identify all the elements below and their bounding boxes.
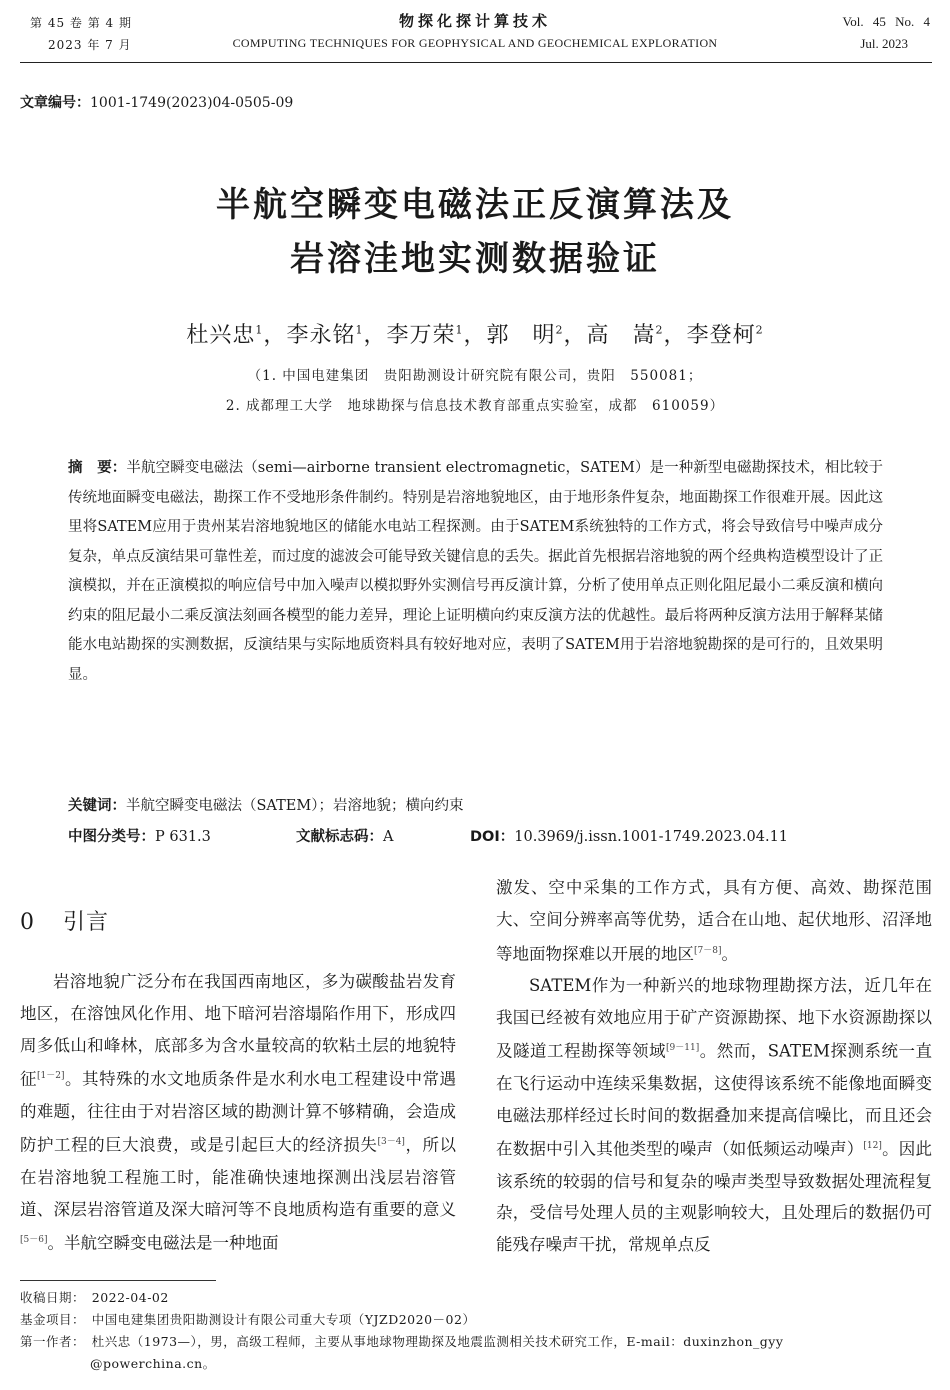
clc-value: P 631.3 xyxy=(155,829,211,845)
volume-issue-cn: 第 45 卷 第 4 期 xyxy=(30,16,132,30)
citation: [3－4] xyxy=(377,1137,405,1148)
author-affiliation-mark: 2 xyxy=(655,323,664,337)
author-affiliation-mark: 2 xyxy=(755,323,764,337)
abstract xyxy=(68,454,883,690)
section-number: 0 xyxy=(20,910,35,935)
author: 李登柯 xyxy=(686,323,756,348)
affiliation-line1: （1. 中国电建集团 贵阳勘测设计研究院有限公司，贵阳 550081； xyxy=(247,368,703,384)
clc-label: 中图分类号： xyxy=(68,829,155,845)
author-affiliation-mark: 1 xyxy=(255,323,264,337)
header-rule xyxy=(20,62,932,63)
section-title: 引言 xyxy=(63,910,110,935)
keywords-text: 半航空瞬变电磁法（SATEM）；岩溶地貌；横向约束 xyxy=(126,798,464,814)
paper-title-line1: 半航空瞬变电磁法正反演算法及 xyxy=(216,185,734,225)
doc-code-value: A xyxy=(383,829,394,845)
citation: [5－6] xyxy=(20,1235,48,1246)
abstract-label: 摘 要： xyxy=(68,460,127,476)
volume-issue-en: Vol. 45 No. 4 xyxy=(842,14,930,29)
paper-title xyxy=(0,178,950,286)
author-list: 杜兴忠$^1$，李永铭$^1$，李万荣$^1$，郭 明$^2$，高 嵩$^2$，李登柯$^2$ xyxy=(186,323,764,348)
abstract-text: 半航空瞬变电磁法（semi—airborne transient electromagnetic，SATEM）是一种新型电磁勘探技术，相比较于传统地面瞬变电磁法，勘探工作不受地形条件制约。特别是岩溶地貌地区，由于地形条件复杂，地面勘探工作很难开展。因此这里将SATEM应用于贵州某岩溶地貌地区的储能水电站工程探测。由于SATEM系统独特的工作方式，将会导致信号中噪声成分复杂，单点反演结果可靠性差，而过度的滤波会可能导致关键信息的丢失。据此首先根据岩溶地貌的两个经典构造模型设计了正演模拟，并在正演模拟的响应信号中加入噪声以模拟野外实测信号再反演计算，分析了使用单点正则化阻尼最小二乘反演和横向约束的阻尼最小二乘反演法刻画各模型的能力差异，理论上证明横向约束反演方法的优越性。最后将两种反演方法用于解释某储能水电站勘探的实测数据，反演结果与实际地质资料具有较好地对应，表明了SATEM用于岩溶地貌勘探的是可行的，且效果明显。 xyxy=(68,460,883,683)
doi-label: DOI： xyxy=(470,829,515,845)
doi-value: 10.3969/j.issn.1001-1749.2023.04.11 xyxy=(514,829,789,845)
journal-title-cn: 物探化探计算技术 xyxy=(398,12,551,30)
author: 李万荣 xyxy=(386,323,456,348)
author-affiliation-mark: 2 xyxy=(555,323,564,337)
article-number-value: 1001-1749(2023)04-0505-09 xyxy=(90,95,294,111)
date-en: Jul. 2023 xyxy=(860,36,908,51)
date-cn: 2023 年 7 月 xyxy=(48,38,132,52)
author: 李永铭 xyxy=(286,323,356,348)
footnote-author-cont: @powerchina.cn。 xyxy=(90,1356,216,1371)
author-affiliation-mark: 1 xyxy=(455,323,464,337)
section-heading xyxy=(20,905,109,936)
citation: [1－2] xyxy=(37,1071,65,1082)
article-number-label: 文章编号： xyxy=(20,95,90,111)
footnote-received: 收稿日期： 2022-04-02 xyxy=(20,1290,169,1305)
intro-paragraph-1: 岩溶地貌广泛分布在我国西南地区，多为碳酸盐岩发育地区，在溶蚀风化作用、地下暗河岩溶塌陷作用下，形成四周多低山和峰林，底部多为含水量较高的软粘土层的地貌特征[1－2]。其特殊的水文地质条件是水利水电工程建设中常遇的难题，往往由于对岩溶区域的勘测计算不够精确，会造成防护工程的巨大浪费，或是引起巨大的经济损失[3－4]，所以在岩溶地貌工程施工时，能准确快速地探测出浅层岩溶管道、深层岩溶管道及深大暗河等不良地质构造有重要的意义[5－6]。半航空瞬变电磁法是一种地面 xyxy=(20,972,457,1253)
citation: [7－8] xyxy=(694,945,722,956)
intro-paragraph-2: SATEM作为一种新兴的地球物理勘探方法，近几年在我国已经被有效地应用于矿产资源勘探、地下水资源勘探以及隧道工程勘探等领域[9－11]。然而，SATEM探测系统一直在飞行运动中连续采集数据，这使得该系统不能像地面瞬变电磁法那样经过长时间的数据叠加来提高信噪比，而且还会在数据中引入其他类型的噪声（如低频运动噪声）[12]。因此该系统的较弱的信号和复杂的噪声类型导致数据处理流程复杂，受信号处理人员的主观影响较大，且处理后的数据仍可能残存噪声干扰，常规单点反 xyxy=(496,975,933,1255)
author: 高 嵩 xyxy=(586,323,656,348)
page-header xyxy=(0,8,950,60)
paper-title-line2: 岩溶洼地实测数据验证 xyxy=(290,239,660,279)
doc-code-label: 文献标志码： xyxy=(296,829,383,845)
article-number xyxy=(20,92,293,112)
keywords xyxy=(68,794,463,815)
citation: [9－11] xyxy=(666,1043,700,1054)
footnote-rule xyxy=(20,1280,216,1281)
keywords-label: 关键词： xyxy=(68,798,126,814)
footnote-fund: 基金项目： 中国电建集团贵阳勘测设计有限公司重大专项（YJZD2020－02） xyxy=(20,1312,476,1327)
left-column xyxy=(20,966,456,1260)
affiliation-line2: 2. 成都理工大学 地球勘探与信息技术教育部重点实验室，成都 610059） xyxy=(225,398,725,414)
author: 郭 明 xyxy=(486,323,556,348)
author-affiliation-mark: 1 xyxy=(355,323,364,337)
citation: [12] xyxy=(863,1141,882,1152)
intro-paragraph-1-cont: 激发、空中采集的工作方式，具有方便、高效、勘探范围大、空间分辨率高等优势，适合在山地、起伏地形、沼泽地等地面物探难以开展的地区[7－8]。 xyxy=(496,878,932,964)
right-column xyxy=(496,872,932,1261)
journal-title-en: COMPUTING TECHNIQUES FOR GEOPHYSICAL AND GEOCHEMICAL EXPLORATION xyxy=(232,36,718,50)
footnote-author: 第一作者： 杜兴忠（1973—），男，高级工程师，主要从事地球物理勘探及地震监测相关技术研究工作，E-mail：duxinzhon_gyy xyxy=(20,1334,784,1349)
author: 杜兴忠 xyxy=(186,323,256,348)
